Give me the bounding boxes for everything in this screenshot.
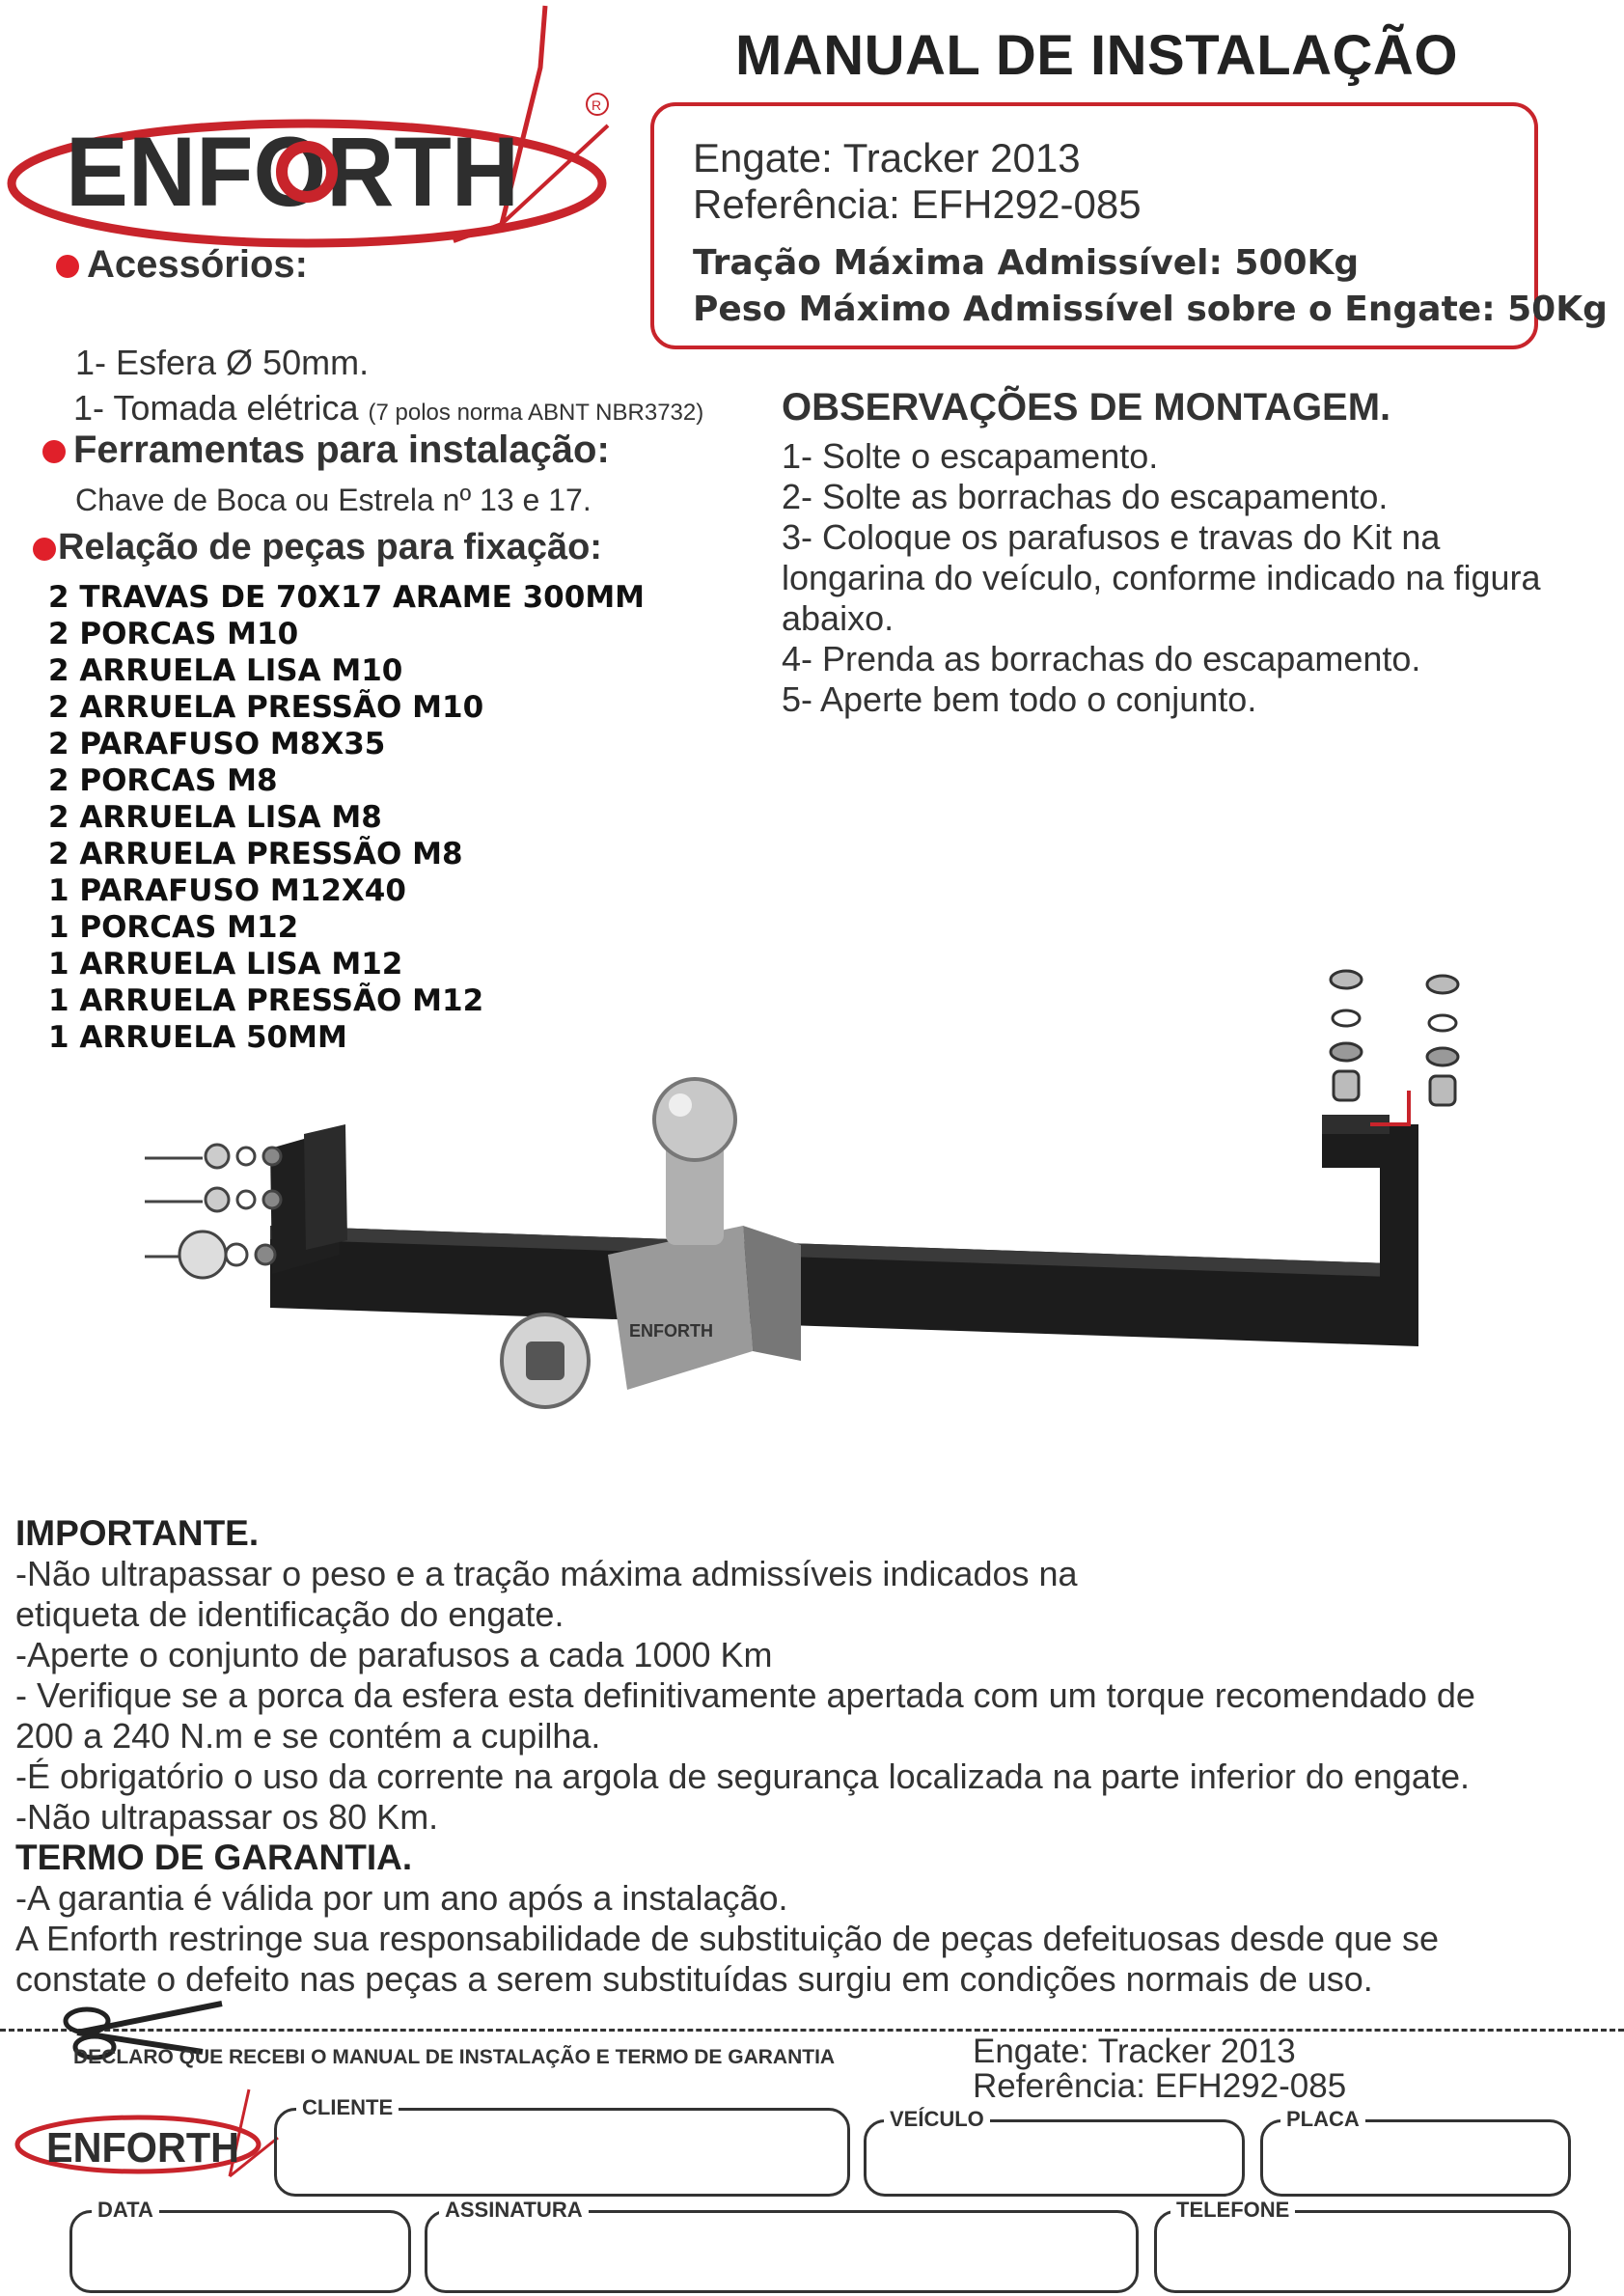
svg-text:ENFORTH: ENFORTH xyxy=(46,2124,239,2172)
observations-list xyxy=(782,436,1554,720)
accessories-heading: Acessórios: xyxy=(56,243,308,287)
stub-reference: Referência: EFH292-085 xyxy=(973,2067,1347,2105)
logo-wordmark: ENFORTH xyxy=(66,117,519,227)
accessory-item: 1- Esfera Ø 50mm. xyxy=(75,343,370,382)
important-line: - Verifique se a porca da esfera esta definitivamente apertada com um torque recomendado de xyxy=(15,1675,1475,1715)
parts-list-item: 2 ARRUELA LISA M10 xyxy=(48,653,403,688)
data-label: DATA xyxy=(92,2198,159,2223)
veiculo-label: VEÍCULO xyxy=(884,2107,990,2132)
observations-heading: OBSERVAÇÕES DE MONTAGEM. xyxy=(782,386,1391,429)
warranty-heading: TERMO DE GARANTIA. xyxy=(15,1838,413,1877)
important-line: -Não ultrapassar os 80 Km. xyxy=(15,1797,439,1837)
observation-step: 3- Coloque os parafusos e travas do Kit na longarina do veículo, conforme indicado na figura abaixo. xyxy=(782,517,1541,638)
bullet-dot-icon xyxy=(42,440,66,463)
important-line: 200 a 240 N.m e se contém a cupilha. xyxy=(15,1716,601,1756)
assinatura-field[interactable] xyxy=(425,2198,1139,2293)
cliente-field[interactable] xyxy=(274,2095,850,2197)
important-section xyxy=(15,1513,1598,2000)
parts-list-item: 2 ARRUELA PRESSÃO M8 xyxy=(48,837,463,871)
parts-list-item: 1 ARRUELA LISA M12 xyxy=(48,947,403,982)
svg-text:ENFORTH: ENFORTH xyxy=(629,1321,713,1341)
important-line: -É obrigatório o uso da corrente na argola de segurança localizada na parte inferior do engate. xyxy=(15,1757,1470,1796)
parts-list-item: 2 PORCAS M10 xyxy=(48,617,299,651)
placa-label: PLACA xyxy=(1280,2107,1365,2132)
parts-list-item: 1 ARRUELA PRESSÃO M12 xyxy=(48,983,484,1018)
important-line: etiqueta de identificação do engate. xyxy=(15,1594,564,1634)
telefone-field[interactable] xyxy=(1154,2198,1571,2293)
parts-list-item: 2 PORCAS M8 xyxy=(48,763,278,798)
parts-list-item: 2 TRAVAS DE 70X17 ARAME 300MM xyxy=(48,580,646,615)
stub-engate: Engate: Tracker 2013 xyxy=(973,2033,1296,2070)
bullet-dot-icon xyxy=(56,255,79,278)
max-weight: Peso Máximo Admissível sobre o Engate: 50Kg xyxy=(693,290,1608,329)
warranty-line: constate o defeito nas peças a serem substituídas surgiu em condições normais de uso. xyxy=(15,1959,1373,1999)
engate-model: Engate: Tracker 2013 xyxy=(693,135,1081,180)
page-title: MANUAL DE INSTALAÇÃO xyxy=(735,24,1458,87)
cliente-label: CLIENTE xyxy=(296,2095,399,2120)
parts-list-item: 1 PORCAS M12 xyxy=(48,910,299,945)
parts-list-item: 1 PARAFUSO M12X40 xyxy=(48,873,406,908)
parts-heading: Relação de peças para fixação: xyxy=(33,527,602,568)
parts-list-item: 2 ARRUELA LISA M8 xyxy=(48,800,382,835)
enforth-logo xyxy=(0,0,637,261)
parts-list-item: 2 ARRUELA PRESSÃO M10 xyxy=(48,690,484,725)
accessory-item: 1- Tomada elétrica (7 polos norma ABNT NBR3732) xyxy=(73,388,704,428)
cut-line xyxy=(0,2029,1624,2032)
telefone-label: TELEFONE xyxy=(1170,2198,1295,2223)
data-field[interactable] xyxy=(69,2198,411,2293)
engate-reference: Referência: EFH292-085 xyxy=(693,181,1142,227)
svg-text:R: R xyxy=(592,97,602,113)
placa-field[interactable] xyxy=(1260,2107,1571,2197)
tools-text: Chave de Boca ou Estrela nº 13 e 17. xyxy=(75,483,592,517)
observation-step: 4- Prenda as borrachas do escapamento. xyxy=(782,639,1421,678)
product-info-box xyxy=(650,102,1608,349)
important-heading: IMPORTANTE. xyxy=(15,1513,260,1553)
declaration-text: DECLARO QUE RECEBI O MANUAL DE INSTALAÇÃO E TERMO DE GARANTIA xyxy=(73,2046,836,2068)
important-line: -Aperte o conjunto de parafusos a cada 1000 Km xyxy=(15,1635,773,1674)
bullet-dot-icon xyxy=(33,538,56,561)
warranty-line: -A garantia é válida por um ano após a instalação. xyxy=(15,1878,788,1918)
tools-heading: Ferramentas para instalação: xyxy=(42,429,610,472)
assinatura-label: ASSINATURA xyxy=(439,2198,589,2223)
parts-list-item: 2 PARAFUSO M8X35 xyxy=(48,727,386,761)
enforth-logo-small xyxy=(8,2085,288,2191)
observation-step: 5- Aperte bem todo o conjunto. xyxy=(782,679,1257,719)
observation-step: 1- Solte o escapamento. xyxy=(782,436,1159,476)
veiculo-field[interactable] xyxy=(864,2107,1245,2197)
tow-hitch-illustration xyxy=(125,907,1496,1467)
accessory-note: (7 polos norma ABNT NBR3732) xyxy=(368,400,704,426)
parts-list-item: 1 ARRUELA 50MM xyxy=(48,1020,347,1055)
important-line: -Não ultrapassar o peso e a tração máxima admissíveis indicados na xyxy=(15,1554,1078,1593)
stub-product xyxy=(973,2034,1346,2104)
max-traction: Tração Máxima Admissível: 500Kg xyxy=(693,243,1360,283)
warranty-line: A Enforth restringe sua responsabilidade de substituição de peças defeituosas desde que se xyxy=(15,1919,1439,1958)
observation-step: 2- Solte as borrachas do escapamento. xyxy=(782,477,1389,516)
